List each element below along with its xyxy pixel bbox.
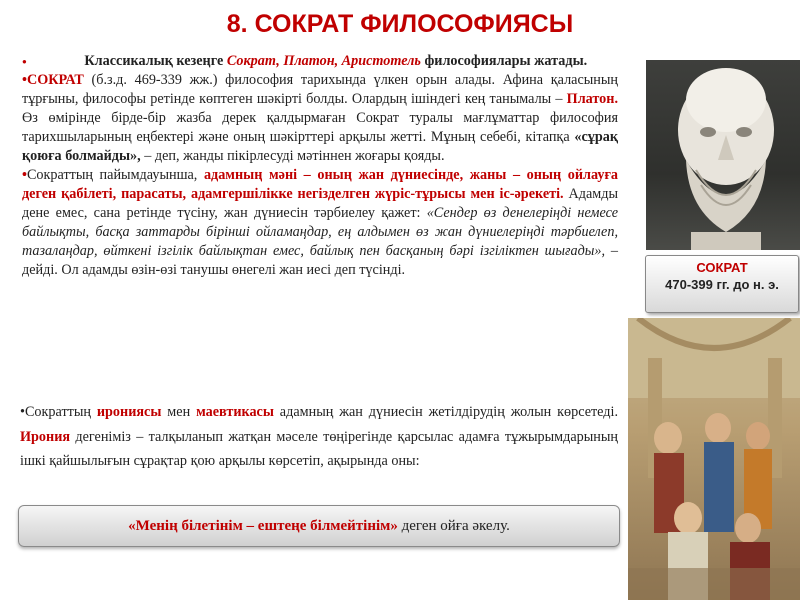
- intro-paragraph: [22, 52, 618, 71]
- bullet-icon: •: [22, 167, 27, 184]
- conclusion-quote: «Менің білетінім – ештеңе білмейтінім»: [128, 518, 398, 534]
- para2-text2: Адамды дене емес, сана ретінде түсіну, жан дүниесін тәрбиелеу қажет:: [22, 186, 618, 222]
- para3-text1: Сократтың: [24, 404, 97, 420]
- bullet-icon: •: [20, 404, 25, 420]
- para2-text3: – дейді. Ол адамды өзін-өзі танушы өнегелі жан иесі деп түсінді.: [22, 243, 619, 279]
- small-dot-icon: ●: [22, 57, 27, 67]
- para3-text3: адамның жан дүниесін жетілдірудің жолын көрсетеді.: [273, 404, 619, 420]
- caption-name: СОКРАТ: [696, 260, 748, 275]
- socrates-bust-image: [646, 60, 800, 250]
- socrates-name: СОКРАТ: [26, 72, 84, 89]
- irony-paragraph: [20, 400, 618, 474]
- school-of-athens-image: [628, 318, 800, 600]
- main-text: [22, 52, 618, 280]
- intro-names: Сократ, Платон, Аристотель: [226, 53, 421, 69]
- irony-section: [20, 400, 618, 474]
- intro-tail: философиялары жатады.: [420, 53, 588, 69]
- painting-illustration: [628, 318, 800, 600]
- bullet-icon: •: [22, 72, 27, 89]
- maieutics-term: маевтикасы: [196, 404, 274, 420]
- para3-text2: мен: [161, 404, 197, 420]
- para1-quote: «сұрақ қоюға болмайды»,: [22, 129, 618, 165]
- intro-text: Классикалық кезеңге: [84, 53, 227, 69]
- para2-red: адамның мәні – оның жан дүниесінде, жаны – оның ойлауға деген қабілеті, парасаты, адамгершілікке негізделген жүріс-тұрысы мен іс-әрекеті.: [22, 167, 618, 203]
- para2-text1: Сократтың пайымдауынша,: [26, 167, 204, 184]
- para2-italic: «Сендер өз денелеріңді немесе байлықты, басқа заттарды біріншi ойламаңдар, ең алдымен өз жан дүниелеріңді тәрбиелеп, тазалаңдар, өйткені ізгілік байлықтан емес, байлық пен басқаның бәрі ізгіліктен шығады»,: [22, 205, 618, 260]
- irony-term-2: Ирония: [20, 428, 71, 445]
- essence-paragraph: [22, 166, 618, 280]
- para1-text2: Өз өмірінде бірде-бір жазба дерек қалдырмаған Сократ туралы мағлұматтар философия тарихшыларының еңбектері және оның шәкірттері арқылы жетті. Мұның себебі, кітапқа: [22, 110, 618, 146]
- para1-text3: – деп, жанды пікірлесуді мәтіннен жоғары қояды.: [140, 148, 445, 165]
- para1-text1: (б.з.д. 469-339 жж.) философия тарихында үлкен орын алады. Афина қаласының тұрғыны, философы ретінде көптеген шәкірті болды. Олардың ішіндегі кең танымалы –: [22, 72, 618, 108]
- bust-illustration: [646, 60, 800, 250]
- irony-term: ирониясы: [96, 404, 162, 420]
- socrates-paragraph: [22, 71, 618, 166]
- page-title: 8. СОКРАТ ФИЛОСОФИЯСЫ: [226, 10, 574, 38]
- caption-dates: 470-399 гг. до н. э.: [665, 277, 779, 292]
- conclusion-tail: деген ойға әкелу.: [397, 518, 510, 534]
- socrates-caption: [645, 255, 799, 313]
- para3-text4: дегеніміз – талқыланып жатқан мәселе төңірегінде қарсылас адамға тұжырымдарының ішкі қайшылығын сұрақтар қою арқылы көрсетіп, ақырында оны:: [20, 428, 618, 469]
- conclusion-banner: [18, 505, 620, 547]
- plato-name: Платон.: [566, 91, 618, 108]
